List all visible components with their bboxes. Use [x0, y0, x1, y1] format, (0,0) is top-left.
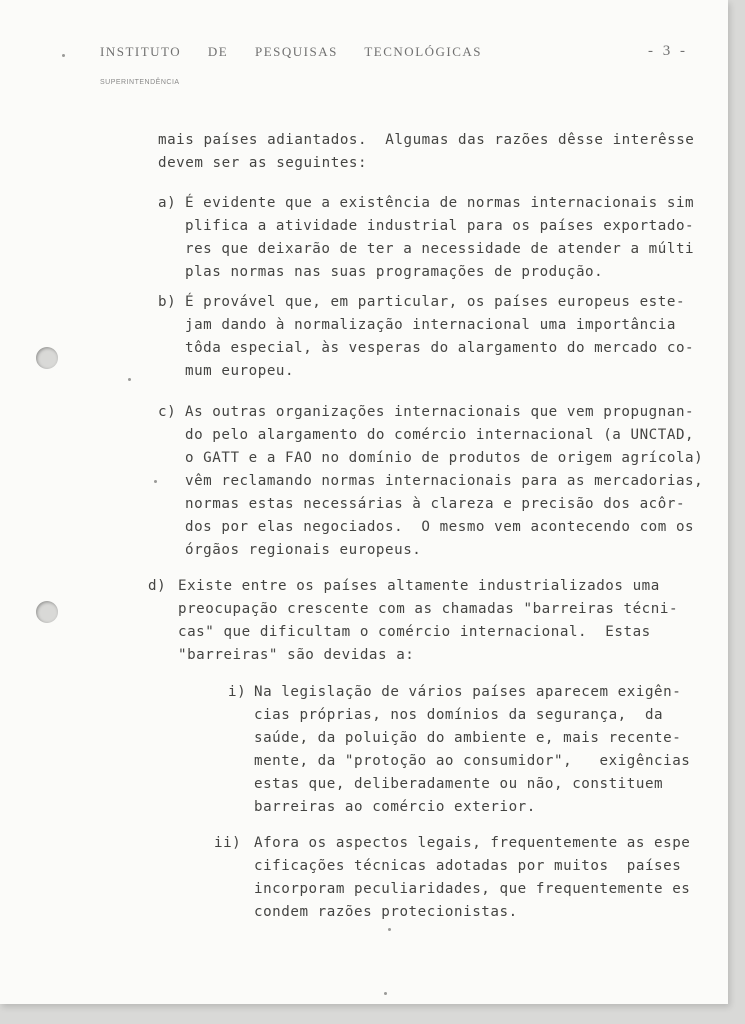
item-marker: b) [158, 294, 177, 310]
text-line: incorporam peculiaridades, que frequentemente es [254, 881, 691, 897]
subitem-marker: i) [228, 684, 247, 700]
text-line: cificações técnicas adotadas por muitos países [254, 858, 682, 874]
text-line: do pelo alargamento do comércio internacional (a UNCTAD, [185, 427, 695, 443]
text-line: barreiras ao comércio exterior. [254, 799, 536, 815]
punch-hole [36, 347, 58, 369]
text-line: Na legislação de vários países aparecem exigên- [254, 684, 682, 700]
scan-speck [384, 992, 387, 995]
header-word: DE [207, 44, 229, 59]
text-line: É evidente que a existência de normas internacionais sim [185, 195, 695, 211]
item-marker: d) [148, 578, 167, 594]
header-word: TECNOLÓGICAS [364, 44, 483, 59]
header-word: INSTITUTO [100, 44, 182, 59]
text-line: As outras organizações internacionais que vem propugnan- [185, 404, 695, 420]
page-number: - 3 - [648, 43, 688, 59]
text-line: mum europeu. [185, 363, 295, 379]
scan-speck [154, 480, 157, 483]
text-line: o GATT e a FAO no domínio de produtos de origem agrícola) [185, 450, 704, 466]
text-line: preocupação crescente com as chamadas "barreiras técni- [178, 601, 679, 617]
department-label: SUPERINTENDÊNCIA [100, 79, 180, 86]
text-line: normas estas necessárias à clareza e precisão dos acôr- [185, 496, 686, 512]
text-line: dos por elas negociados. O mesmo vem acontecendo com os [185, 519, 695, 535]
item-marker: c) [158, 404, 177, 420]
text-line: Afora os aspectos legais, frequentemente as espe [254, 835, 691, 851]
text-line: "barreiras" são devidas a: [178, 647, 415, 663]
institution-header [100, 44, 504, 60]
item-marker: a) [158, 195, 177, 211]
text-line: tôda especial, às vesperas do alargamento do mercado co- [185, 340, 695, 356]
text-line: plas normas nas suas programações de produção. [185, 264, 604, 280]
text-line: mente, da "protoção ao consumidor", exigências [254, 753, 691, 769]
scan-speck [62, 54, 65, 57]
text-line: plifica a atividade industrial para os países exportado- [185, 218, 695, 234]
text-line: saúde, da poluição do ambiente e, mais recente- [254, 730, 682, 746]
text-line: estas que, deliberadamente ou não, constituem [254, 776, 664, 792]
text-line: Existe entre os países altamente industrializados uma [178, 578, 660, 594]
scan-speck [388, 928, 391, 931]
header-word: PESQUISAS [254, 44, 338, 59]
text-line: vêm reclamando normas internacionais para as mercadorias, [185, 473, 704, 489]
text-line: jam dando à normalização internacional uma importância [185, 317, 676, 333]
text-line: É provável que, em particular, os países europeus este- [185, 294, 686, 310]
text-line: mais países adiantados. Algumas das razões dêsse interêsse [158, 132, 695, 148]
text-line: cas" que dificultam o comércio internacional. Estas [178, 624, 651, 640]
text-line: res que deixarão de ter a necessidade de atender a múlti [185, 241, 695, 257]
text-line: condem razões protecionistas. [254, 904, 518, 920]
subitem-marker: ii) [214, 835, 242, 851]
text-line: devem ser as seguintes: [158, 155, 368, 171]
scan-speck [128, 378, 131, 381]
punch-hole [36, 601, 58, 623]
text-line: órgãos regionais europeus. [185, 542, 422, 558]
text-line: cias próprias, nos domínios da segurança, da [254, 707, 664, 723]
